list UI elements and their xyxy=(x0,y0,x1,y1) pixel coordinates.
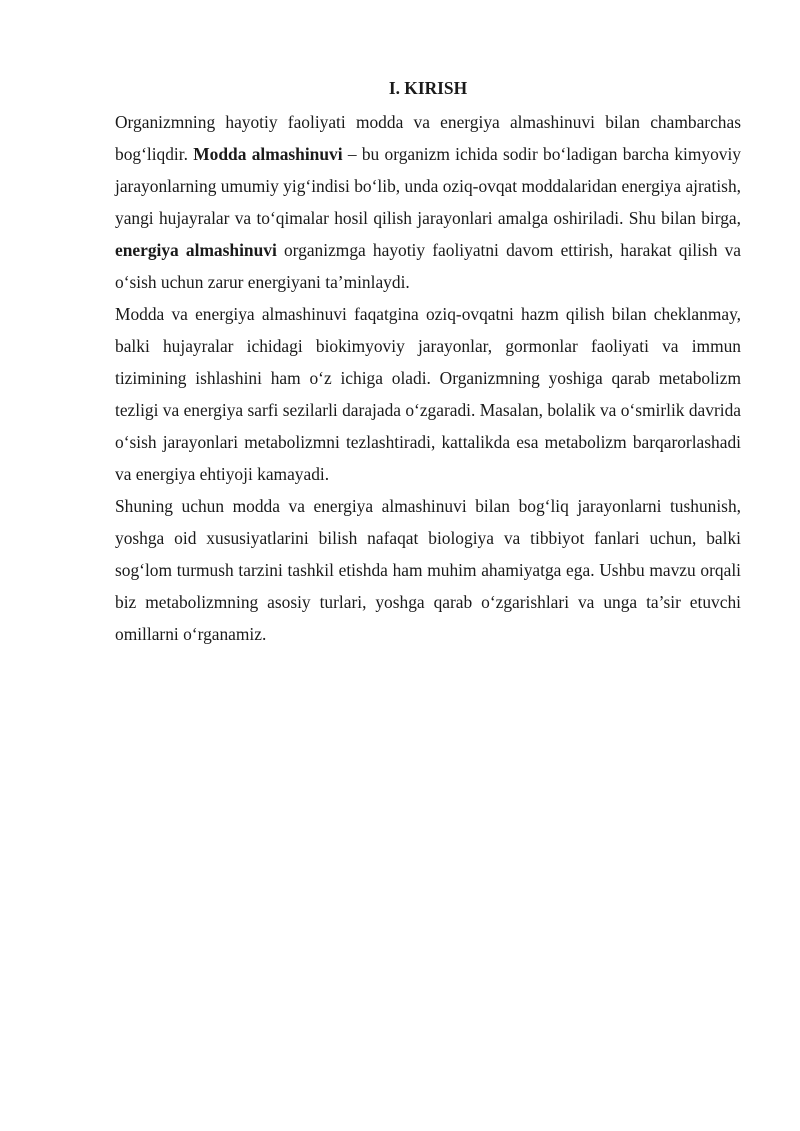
paragraph-1-text-c: – bu organizm ichida sodir bo‘ladigan barcha kimyoviy jarayonlarning umumiy yig‘indisi bo‘lib, unda oziq-ovqat moddalaridan energiya ajratish, yangi hujayralar va to‘qimalar hosil qilish jarayonlari amalga oshiriladi. Shu bilan birga, xyxy=(115,144,741,228)
section-heading: I. KIRISH xyxy=(388,78,468,98)
term-modda-almashinuvi: Modda almashinuvi xyxy=(193,144,343,164)
paragraph-2: Modda va energiya almashinuvi faqatgina oziq-ovqatni hazm qilish bilan cheklanmay, balki hujayralar ichidagi biokimyoviy jarayonlar, gormonlar faoliyati va immun tizimining ishlashini ham o‘z ichiga oladi. Organizmning yoshiga qarab metabolizm tezligi va energiya sarfi sezilarli darajada o‘zgaradi. Masalan, bolalik va o‘smirlik davrida o‘sish jarayonlari metabolizmni tezlashtiradi, kattalikda esa metabolizm barqarorlashadi va energiya ehtiyoji kamayadi. xyxy=(115,304,741,484)
term-energiya-almashinuvi: energiya almashinuvi xyxy=(115,240,277,260)
paragraph-1-text-a: Organizmning hayotiy faoliyati modda va energiya almashinuvi bilan chambarchas bog‘liqdir. xyxy=(115,112,741,164)
paragraph-1 xyxy=(115,106,741,298)
document-body xyxy=(115,76,741,650)
paragraph-3: Shuning uchun modda va energiya almashinuvi bilan bog‘liq jarayonlarni tushunish, yoshga oid xususiyatlarini bilish nafaqat biologiya va tibbiyot fanlari uchun, balki sog‘lom turmush tarzini tashkil etishda ham muhim ahamiyatga ega. Ushbu mavzu orqali biz metabolizmning asosiy turlari, yoshga qarab o‘zgarishlari va unga ta’sir etuvchi omillarni o‘rganamiz. xyxy=(115,496,741,644)
paragraph-1-text-e: organizmga hayotiy faoliyatni davom ettirish, harakat qilish va o‘sish uchun zarur energiyani ta’minlaydi. xyxy=(115,240,741,292)
